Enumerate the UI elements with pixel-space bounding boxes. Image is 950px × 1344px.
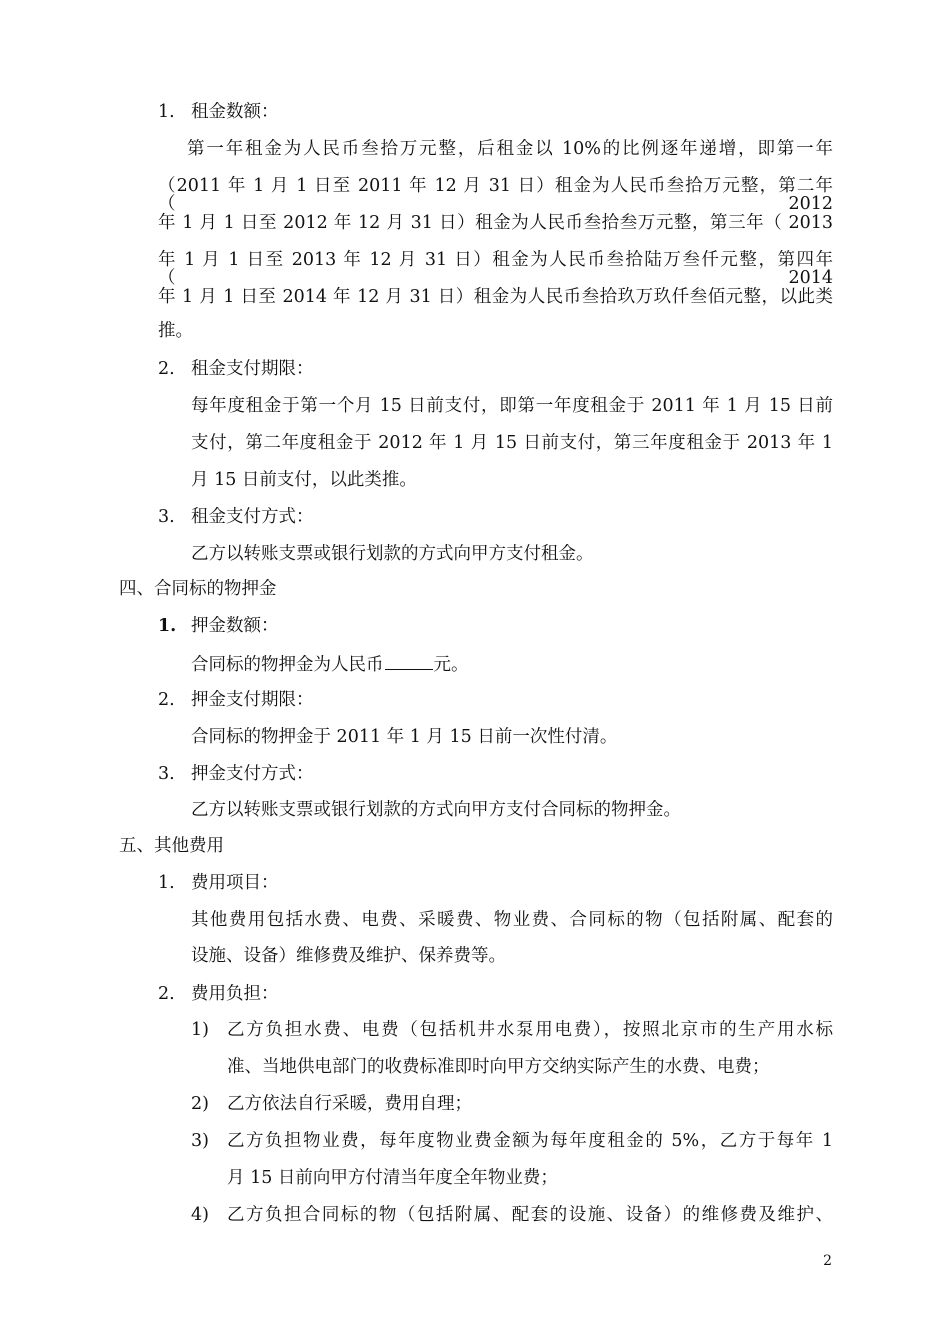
- deposit-item3-title: 押金支付方式：: [191, 764, 314, 784]
- fee-sub2-number: 2): [191, 1094, 209, 1114]
- fee-sub1-line2: 准、当地供电部门的收费标准即时向甲方交纳实际产生的水费、电费；: [227, 1057, 770, 1077]
- rent-item3-title: 租金支付方式：: [191, 507, 314, 527]
- deposit-amount-suffix: 元。: [433, 655, 469, 675]
- fee-sub3-number: 3): [191, 1131, 209, 1151]
- deposit-item3-line1: 乙方以转账支票或银行划款的方式向甲方支付合同标的物押金。: [191, 800, 681, 820]
- rent-item1-title: 租金数额：: [191, 102, 279, 122]
- deposit-amount-line: [191, 655, 469, 675]
- rent-item2-line1: 每年度租金于第一个月 15 日前支付，即第一年度租金于 2011 年 1 月 15 日前: [191, 396, 833, 416]
- fee-sub4-line1: 乙方负担合同标的物（包括附属、配套的设施、设备）的维修费及维护、: [227, 1205, 833, 1225]
- deposit-heading: 四、合同标的物押金: [119, 579, 277, 599]
- other-heading: 五、其他费用: [119, 836, 224, 856]
- rent-item2-title: 租金支付期限：: [191, 359, 314, 379]
- fee-sub3-line2: 月 15 日前向甲方付清当年度全年物业费；: [227, 1168, 558, 1188]
- rent-item1-line6: 推。: [158, 321, 193, 341]
- deposit-item2-number: 2.: [158, 690, 175, 710]
- deposit-item1-title: 押金数额：: [191, 616, 279, 636]
- rent-item3-number: 3.: [158, 507, 175, 527]
- other-item1-number: 1.: [158, 873, 175, 893]
- rent-item1-number: 1.: [158, 102, 175, 122]
- rent-item2-line3: 月 15 日前支付，以此类推。: [191, 470, 417, 490]
- rent-item1-line4: 年 1 月 1 日至 2013 年 12 月 31 日）租金为人民币叁拾陆万叁仟元整，第四年（2014: [158, 250, 833, 288]
- deposit-item1-number: 1.: [158, 616, 177, 636]
- rent-item2-line2: 支付，第二年度租金于 2012 年 1 月 15 日前支付，第三年度租金于 2013 年 1: [191, 433, 833, 453]
- rent-item3-line1: 乙方以转账支票或银行划款的方式向甲方支付租金。: [191, 544, 594, 564]
- rent-item1-line1: 第一年租金为人民币叁拾万元整，后租金以 10%的比例逐年递增，即第一年: [187, 139, 833, 159]
- deposit-item2-line1: 合同标的物押金于 2011 年 1 月 15 日前一次性付清。: [191, 727, 618, 747]
- other-item1-line1: 其他费用包括水费、电费、采暖费、物业费、合同标的物（包括附属、配套的: [191, 910, 833, 930]
- rent-item1-line3: 年 1 月 1 日至 2012 年 12 月 31 日）租金为人民币叁拾叁万元整，第三年（ 2013: [158, 213, 833, 233]
- deposit-amount-prefix: 合同标的物押金为人民币: [191, 655, 384, 675]
- other-item1-line2: 设施、设备）维修费及维护、保养费等。: [191, 946, 506, 966]
- page-number: 2: [823, 1253, 832, 1269]
- other-item2-title: 费用负担：: [191, 984, 279, 1004]
- other-item2-number: 2.: [158, 984, 175, 1004]
- deposit-amount-blank: [385, 655, 433, 670]
- deposit-item2-title: 押金支付期限：: [191, 690, 314, 710]
- fee-sub3-line1: 乙方负担物业费，每年度物业费金额为每年度租金的 5%，乙方于每年 1: [227, 1131, 833, 1151]
- fee-sub1-number: 1): [191, 1020, 209, 1040]
- rent-item1-line2: （2011 年 1 月 1 日至 2011 年 12 月 31 日）租金为人民币叁拾万元整，第二年（2012: [158, 176, 833, 214]
- deposit-item3-number: 3.: [158, 764, 175, 784]
- fee-sub2-line1: 乙方依法自行采暖，费用自理；: [227, 1094, 472, 1114]
- rent-item1-line5: 年 1 月 1 日至 2014 年 12 月 31 日）租金为人民币叁拾玖万玖仟叁佰元整，以此类: [158, 287, 833, 307]
- fee-sub1-line1: 乙方负担水费、电费（包括机井水泵用电费），按照北京市的生产用水标: [227, 1020, 833, 1040]
- other-item1-title: 费用项目：: [191, 873, 279, 893]
- fee-sub4-number: 4): [191, 1205, 209, 1225]
- rent-item2-number: 2.: [158, 359, 175, 379]
